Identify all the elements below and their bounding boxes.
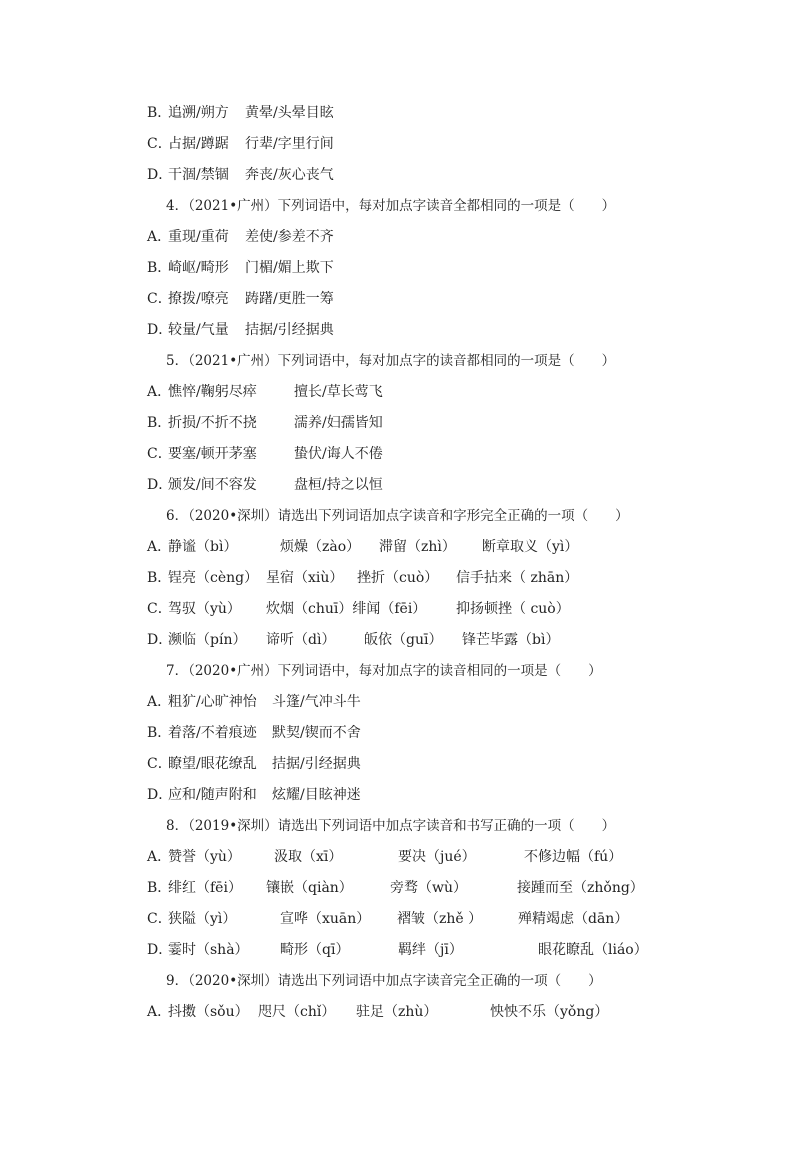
q7-option-a — [0, 690, 361, 714]
option-word: 拮据/引经据典 — [272, 756, 361, 772]
option-word: 锋芒毕露（bì） — [462, 632, 560, 648]
q7-option-d — [0, 783, 361, 807]
q4-option-a — [0, 225, 334, 249]
option-word: 门楣/媚上欺下 — [245, 260, 334, 276]
option-word: 抑扬顿挫（ cuò） — [456, 601, 570, 617]
option-word: 静谧（bì） — [168, 539, 238, 555]
q6-option-d — [0, 628, 560, 652]
question-stem: 6．（2020•深圳）请选出下列词语加点字读音和字形完全正确的一项（ ） — [166, 508, 629, 524]
q4-option-b — [0, 256, 334, 280]
option-word: 旁骛（wù） — [390, 880, 467, 896]
q8-option-a — [0, 845, 623, 869]
option-word: 咫尺（chǐ） — [258, 1004, 336, 1020]
option-word: 黄晕/头晕目眩 — [245, 105, 334, 121]
option-word: 烦燥（zào） — [280, 539, 361, 555]
q5-option-a — [0, 380, 383, 404]
option-word: 滞留（zhì） — [379, 539, 456, 555]
option-word: 差使/参差不齐 — [245, 229, 334, 245]
option-word: 粗犷/心旷神怡 — [168, 694, 257, 710]
q7-option-b — [0, 721, 361, 745]
q4-option-c — [0, 287, 334, 311]
option-word: 殚精竭虑（dān） — [518, 911, 629, 927]
q4-option-d — [0, 318, 334, 342]
q3-option-d — [0, 163, 334, 187]
option-label: D． — [147, 632, 173, 648]
option-label: B． — [147, 415, 172, 431]
option-word: 占据/蹲踞 — [168, 136, 229, 152]
option-word: 炊烟（chuī）绯闻（fēi） — [266, 601, 427, 617]
question-stem: 8．（2019•深圳）请选出下列词语中加点字读音和书写正确的一项（ ） — [166, 818, 616, 834]
option-label: B． — [147, 880, 172, 896]
option-word: 怏怏不乐（yǒng） — [490, 1004, 609, 1020]
option-word: 接踵而至（zhǒng） — [517, 880, 644, 896]
option-label: C． — [147, 756, 172, 772]
option-word: 羁绊（jī） — [398, 942, 463, 958]
option-label: A． — [147, 849, 172, 865]
option-word: 濒临（pín） — [168, 632, 247, 648]
option-word: 瞭望/眼花缭乱 — [168, 756, 257, 772]
q8-option-b — [0, 876, 644, 900]
q6-option-a — [0, 535, 579, 559]
option-word: 炫耀/目眩神迷 — [272, 787, 361, 803]
option-label: C． — [147, 446, 172, 462]
option-word: 蛰伏/诲人不倦 — [294, 446, 383, 462]
q9-stem — [0, 969, 602, 993]
q3-option-b — [0, 101, 334, 125]
question-stem: 5．（2021•广州）下列词语中，每对加点字的读音都相同的一项是（ ） — [166, 353, 616, 369]
option-word: 较量/气量 — [168, 322, 229, 338]
option-label: B． — [147, 570, 172, 586]
q5-option-b — [0, 411, 383, 435]
option-label: D． — [147, 167, 173, 183]
option-label: B． — [147, 260, 172, 276]
option-word: 要决（jué） — [398, 849, 476, 865]
option-word: 绯红（fēi） — [168, 880, 242, 896]
option-word: 折损/不折不挠 — [168, 415, 257, 431]
option-word: 崎岖/畸形 — [168, 260, 229, 276]
option-word: 谛听（dì） — [266, 632, 336, 648]
q3-option-c — [0, 132, 334, 156]
question-stem: 9．（2020•深圳）请选出下列词语中加点字读音完全正确的一项（ ） — [166, 973, 602, 989]
question-stem: 4．（2021•广州）下列词语中，每对加点字读音全都相同的一项是（ ） — [166, 198, 616, 214]
q7-option-c — [0, 752, 361, 776]
q6-option-c — [0, 597, 570, 621]
option-word: 驻足（zhù） — [356, 1004, 438, 1020]
option-label: B． — [147, 105, 172, 121]
option-word: 斗篷/气冲斗牛 — [272, 694, 361, 710]
option-word: 锃亮（cèng） — [168, 570, 259, 586]
q8-stem — [0, 814, 616, 838]
option-word: 抖擞（sǒu） — [168, 1004, 249, 1020]
option-word: 重现/重荷 — [168, 229, 229, 245]
option-word: 行辈/字里行间 — [245, 136, 334, 152]
option-word: 镶嵌（qiàn） — [266, 880, 353, 896]
option-label: B． — [147, 725, 172, 741]
option-word: 眼花瞭乱（liáo） — [538, 942, 648, 958]
option-word: 奔丧/灰心丧气 — [245, 167, 334, 183]
option-word: 断章取义（yì） — [482, 539, 579, 555]
option-label: A． — [147, 384, 172, 400]
option-word: 赞誉（yù） — [168, 849, 241, 865]
q5-option-d — [0, 473, 383, 497]
option-word: 撩拨/嘹亮 — [168, 291, 229, 307]
q5-stem — [0, 349, 616, 373]
option-word: 拮据/引经据典 — [245, 322, 334, 338]
option-label: C． — [147, 911, 172, 927]
option-word: 盘桓/持之以恒 — [294, 477, 383, 493]
option-word: 颁发/间不容发 — [168, 477, 257, 493]
option-label: C． — [147, 136, 172, 152]
q7-stem — [0, 659, 602, 683]
option-word: 踌躇/更胜一筹 — [245, 291, 334, 307]
option-label: A． — [147, 1004, 172, 1020]
option-word: 默契/锲而不舍 — [272, 725, 361, 741]
option-label: D． — [147, 787, 173, 803]
option-word: 宣哗（xuān） — [280, 911, 371, 927]
option-label: A． — [147, 694, 172, 710]
option-word: 擅长/草长莺飞 — [294, 384, 383, 400]
question-stem: 7．（2020•广州）下列词语中，每对加点字的读音相同的一项是（ ） — [166, 663, 602, 679]
option-label: D． — [147, 322, 173, 338]
option-word: 着落/不着痕迹 — [168, 725, 257, 741]
option-word: 皈依（guī） — [364, 632, 443, 648]
q9-option-a — [0, 1000, 609, 1024]
option-word: 星宿（xiù） — [266, 570, 344, 586]
option-label: D． — [147, 942, 173, 958]
q6-stem — [0, 504, 629, 528]
option-word: 要塞/顿开茅塞 — [168, 446, 257, 462]
q4-stem — [0, 194, 616, 218]
option-label: D． — [147, 477, 173, 493]
q6-option-b — [0, 566, 579, 590]
option-word: 不修边幅（fú） — [524, 849, 623, 865]
option-label: C． — [147, 291, 172, 307]
option-word: 霎时（shà） — [168, 942, 249, 958]
option-word: 干涸/禁锢 — [168, 167, 229, 183]
q5-option-c — [0, 442, 383, 466]
option-word: 濡养/妇孺皆知 — [294, 415, 383, 431]
option-word: 畸形（qī） — [280, 942, 350, 958]
option-word: 褶皱（zhě ） — [397, 911, 483, 927]
option-word: 信手拈来（ zhān） — [456, 570, 579, 586]
q8-option-d — [0, 938, 648, 962]
option-word: 憔悴/鞠躬尽瘁 — [168, 384, 257, 400]
option-word: 汲取（xī） — [274, 849, 343, 865]
option-label: C． — [147, 601, 172, 617]
option-word: 驾驭（yù） — [168, 601, 241, 617]
option-word: 狭隘（yì） — [168, 911, 237, 927]
q8-option-c — [0, 907, 629, 931]
option-word: 追溯/朔方 — [168, 105, 229, 121]
option-word: 应和/随声附和 — [168, 787, 257, 803]
option-label: A． — [147, 539, 172, 555]
option-label: A． — [147, 229, 172, 245]
option-word: 挫折（cuò） — [357, 570, 439, 586]
